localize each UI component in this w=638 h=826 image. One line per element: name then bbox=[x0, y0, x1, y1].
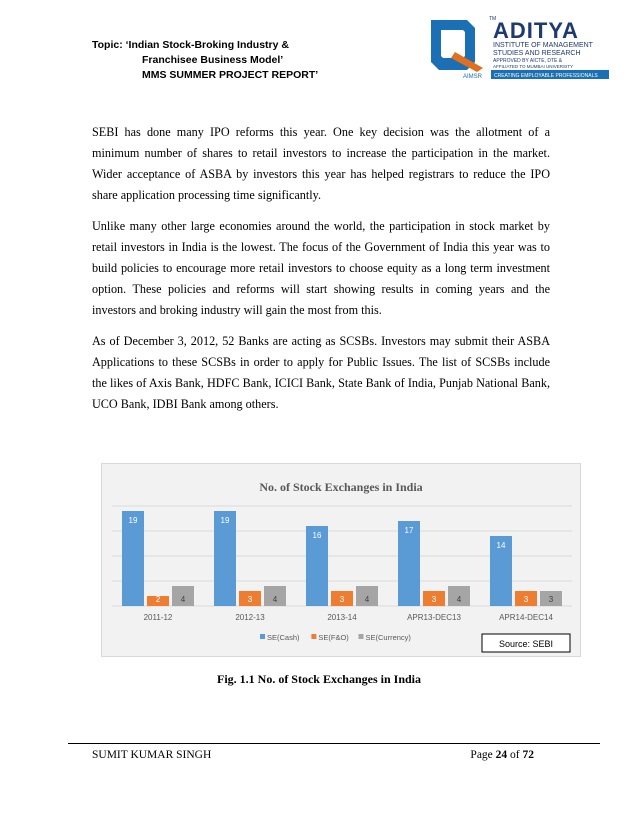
x-tick-label: 2011-12 bbox=[143, 613, 173, 622]
legend-entry: SE(F&O) bbox=[318, 633, 349, 642]
aditya-logo bbox=[425, 12, 610, 80]
topic-line-1: Topic: ‘Indian Stock-Broking Industry & bbox=[92, 39, 289, 51]
data-label: 16 bbox=[312, 531, 322, 540]
legend-swatch bbox=[260, 634, 265, 639]
data-label: 4 bbox=[272, 595, 278, 604]
logo-line-2: STUDIES AND RESEARCH bbox=[493, 50, 581, 57]
stock-exchanges-chart bbox=[101, 463, 581, 657]
legend-swatch bbox=[311, 634, 316, 639]
footer-page-number: Page 24 of 72 bbox=[470, 749, 534, 761]
paragraph: SEBI has done many IPO reforms this year. One key decision was the allotment of a minimum number of shares to retail investors to increase the participation in the market. Wider acceptance of ASBA by investors this year has helped registrars to reduce the IPO share application processing time significantly. bbox=[92, 125, 550, 202]
logo-line-4: AFFILIATED TO MUMBAI UNIVERSITY bbox=[493, 64, 574, 69]
bar bbox=[122, 511, 144, 606]
x-tick-label: APR14-DEC14 bbox=[499, 613, 553, 622]
data-label: 3 bbox=[431, 595, 437, 604]
topic-line-2: Franchisee Business Model’ bbox=[142, 54, 284, 66]
source-label: Source: SEBI bbox=[498, 639, 554, 649]
data-label: 3 bbox=[339, 595, 345, 604]
chart-svg bbox=[102, 464, 580, 656]
logo-acronym: AIMSR bbox=[463, 74, 483, 80]
aimsr-emblem-icon bbox=[431, 20, 483, 72]
data-label: 19 bbox=[220, 516, 230, 525]
data-label: 14 bbox=[496, 541, 506, 550]
data-label: 19 bbox=[128, 516, 138, 525]
logo-name: ADITYA bbox=[493, 18, 579, 43]
topic-line-3: MMS SUMMER PROJECT REPORT’ bbox=[142, 69, 319, 81]
logo-line-1: INSTITUTE OF MANAGEMENT bbox=[493, 42, 593, 49]
x-tick-label: 2013-14 bbox=[327, 613, 357, 622]
data-label: 4 bbox=[364, 595, 370, 604]
footer-author: SUMIT KUMAR SINGH bbox=[92, 749, 212, 761]
footer-divider bbox=[68, 743, 600, 744]
data-label: 4 bbox=[456, 595, 462, 604]
chart-title: No. of Stock Exchanges in India bbox=[259, 480, 423, 494]
data-label: 3 bbox=[523, 595, 529, 604]
paragraph: Unlike many other large economies around the world, the participation in stock market by retail investors in India is the lowest. The focus of the Government of India this year was to build policies to encourage more retail investors to choose equity as a long term investment option. These policies and reforms will start showing results in coming years and the investors and broking industry will gain the most from this. bbox=[92, 219, 550, 317]
data-label: 3 bbox=[548, 595, 554, 604]
data-label: 3 bbox=[247, 595, 253, 604]
legend-swatch bbox=[359, 634, 364, 639]
figure-caption: Fig. 1.1 No. of Stock Exchanges in India bbox=[216, 672, 422, 686]
data-label: 17 bbox=[404, 526, 414, 535]
data-label: 2 bbox=[155, 595, 161, 604]
legend-entry: SE(Cash) bbox=[267, 633, 300, 642]
legend-entry: SE(Currency) bbox=[365, 633, 411, 642]
bar bbox=[214, 511, 236, 606]
x-tick-label: 2012-13 bbox=[235, 613, 265, 622]
logo-tagline: CREATING EMPLOYABLE PROFESSIONALS bbox=[494, 73, 598, 79]
logo-tm: TM bbox=[489, 16, 497, 22]
x-tick-label: APR13-DEC13 bbox=[407, 613, 461, 622]
header-topic bbox=[92, 38, 318, 83]
data-label: 4 bbox=[180, 595, 186, 604]
logo-line-3: APPROVED BY AICTE, DTE & bbox=[493, 58, 563, 64]
paragraph: As of December 3, 2012, 52 Banks are acting as SCSBs. Investors may submit their ASBA Applications to these SCSBs in order to apply for Public Issues. The list of SCSBs include the likes of Axis Bank, HDFC Bank, ICICI Bank, State Bank of India, Punjab National Bank, UCO Bank, IDBI Bank among others. bbox=[92, 334, 550, 411]
body-text bbox=[92, 122, 550, 425]
